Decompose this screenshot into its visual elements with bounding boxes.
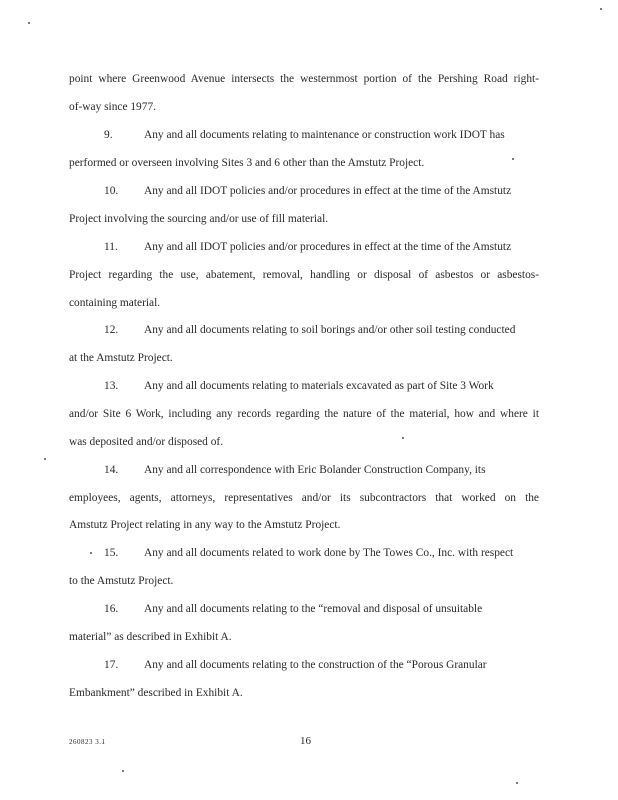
paragraph-12-text: Any and all documents relating to soil borings and/or other soil testing conducted bbox=[144, 324, 516, 336]
paragraph-17-line-1 bbox=[104, 658, 487, 672]
paragraph-9-number: 9. bbox=[104, 129, 113, 141]
paragraph-15-line-2: to the Amstutz Project. bbox=[69, 575, 174, 587]
paragraph-14-line-2: employees, agents, attorneys, representatives and/or its subcontractors that worked on the bbox=[69, 492, 539, 504]
paragraph-8-line-2: of-way since 1977. bbox=[69, 101, 156, 113]
footer-document-id: 260823 3.1 bbox=[69, 738, 106, 746]
paragraph-13-text: Any and all documents relating to materials excavated as part of Site 3 Work bbox=[144, 380, 494, 392]
paragraph-13-line-2: and/or Site 6 Work, including any records regarding the nature of the material, how and where it bbox=[69, 408, 539, 420]
paragraph-11-line-2: Project regarding the use, abatement, removal, handling or disposal of asbestos or asbestos- bbox=[69, 269, 539, 281]
paragraph-10-number: 10. bbox=[104, 185, 119, 197]
paragraph-14-text: Any and all correspondence with Eric Bolander Construction Company, its bbox=[144, 464, 486, 476]
paragraph-9-line-1 bbox=[104, 128, 505, 142]
paragraph-12-line-1 bbox=[104, 323, 515, 337]
paragraph-17-line-2: Embankment” described in Exhibit A. bbox=[69, 687, 243, 699]
paragraph-10-line-2: Project involving the sourcing and/or use of fill material. bbox=[69, 213, 329, 225]
paragraph-16-line-2: material” as described in Exhibit A. bbox=[69, 631, 232, 643]
scan-speck bbox=[512, 158, 514, 160]
paragraph-15-number: 15. bbox=[104, 547, 119, 559]
paragraph-17-number: 17. bbox=[104, 659, 119, 671]
paragraph-13-number: 13. bbox=[104, 380, 119, 392]
scan-speck bbox=[44, 458, 46, 460]
paragraph-10-line-1 bbox=[104, 184, 511, 198]
paragraph-14-line-1 bbox=[104, 463, 486, 477]
paragraph-13-line-3: was deposited and/or disposed of. bbox=[69, 436, 224, 448]
scan-speck bbox=[28, 22, 30, 24]
paragraph-13-line-1 bbox=[104, 379, 494, 393]
paragraph-12-number: 12. bbox=[104, 324, 119, 336]
scan-speck bbox=[402, 437, 404, 439]
paragraph-9-line-2: performed or overseen involving Sites 3 and 6 other than the Amstutz Project. bbox=[69, 157, 425, 169]
page-number: 16 bbox=[300, 735, 311, 747]
paragraph-11-number: 11. bbox=[104, 241, 118, 253]
paragraph-8-line-1: point where Greenwood Avenue intersects the westernmost portion of the Pershing Road right- bbox=[69, 73, 539, 85]
scan-speck bbox=[90, 552, 92, 554]
paragraph-14-number: 14. bbox=[104, 464, 119, 476]
scan-speck bbox=[516, 782, 518, 784]
scan-speck bbox=[600, 8, 602, 10]
paragraph-11-line-1 bbox=[104, 240, 511, 254]
paragraph-14-line-3: Amstutz Project relating in any way to the Amstutz Project. bbox=[69, 519, 341, 531]
paragraph-16-number: 16. bbox=[104, 603, 119, 615]
paragraph-16-line-1 bbox=[104, 602, 482, 616]
paragraph-11-line-3: containing material. bbox=[69, 297, 161, 309]
paragraph-11-text: Any and all IDOT policies and/or procedures in effect at the time of the Amstutz bbox=[144, 241, 512, 253]
paragraph-16-text: Any and all documents relating to the “removal and disposal of unsuitable bbox=[144, 603, 483, 615]
paragraph-17-text: Any and all documents relating to the construction of the “Porous Granular bbox=[144, 659, 487, 671]
paragraph-15-line-1 bbox=[104, 546, 513, 560]
paragraph-10-text: Any and all IDOT policies and/or procedures in effect at the time of the Amstutz bbox=[144, 185, 512, 197]
scan-speck bbox=[122, 770, 124, 772]
paragraph-15-text: Any and all documents related to work done by The Towes Co., Inc. with respect bbox=[144, 547, 514, 559]
paragraph-12-line-2: at the Amstutz Project. bbox=[69, 352, 173, 364]
paragraph-9-text: Any and all documents relating to maintenance or construction work IDOT has bbox=[144, 129, 505, 141]
